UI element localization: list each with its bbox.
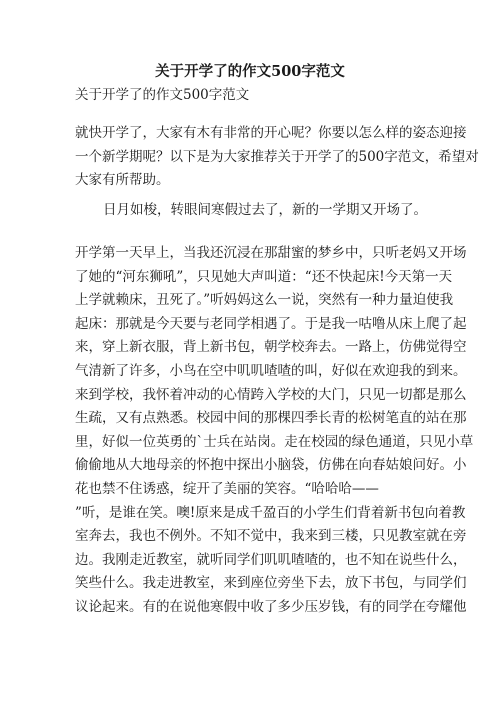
paragraph-line: 生疏，又有点熟悉。校园中间的那棵四季长青的松树笔直的站在那 <box>75 410 467 427</box>
paragraph-line: 来，穿上新衣服，背上新书包，朝学校奔去。一路上，仿佛觉得空 <box>75 339 467 356</box>
paragraph-line: 笑些什么。我走进教室，来到座位旁坐下去，放下书包，与同学们 <box>75 575 467 592</box>
paragraph-line: 偷偷地从大地母亲的怀抱中探出小脑袋，仿佛在向春姑娘问好。小 <box>75 457 467 474</box>
paragraph-line: 起床：那就是今天要与老同学相遇了。于是我一咕噜从床上爬了起 <box>75 315 467 332</box>
paragraph-line: 边。我刚走近教室，就听同学们叽叽喳喳的，也不知在说些什么， <box>75 551 467 568</box>
paragraph-line: 日月如梭，转眼间寒假过去了，新的一学期又开场了。 <box>103 202 427 218</box>
paragraph-line: 花也禁不住诱惑，绽开了美丽的笑容。“哈哈哈—— <box>75 480 379 497</box>
paragraph-line: 了她的“河东狮吼”，只见她大声叫道：“还不快起床!今天第一天 <box>75 268 453 285</box>
document-title: 关于开学了的作文500字范文 <box>155 63 345 80</box>
paragraph-line: 就快开学了，大家有木有非常的开心呢？你要以怎么样的姿态迎接 <box>75 125 467 141</box>
paragraph-opening <box>103 199 425 223</box>
document-subtitle: 关于开学了的作文500字范文 <box>75 87 250 103</box>
paragraph-line: 室奔去，我也不例外。不知不觉中，我来到三楼，只见教室就在旁 <box>75 528 467 545</box>
paragraph-intro <box>75 122 479 193</box>
paragraph-line: ”听，是谁在笑。噢!原来是成千盈百的小学生们背着新书包向着教 <box>75 504 466 521</box>
paragraph-line: 议论起来。有的在说他寒假中收了多少压岁钱，有的同学在夸耀他 <box>75 598 467 615</box>
paragraph-line: 来到学校，我怀着冲动的心情跨入学校的大门，只见一切都是那么 <box>75 386 467 403</box>
paragraph-line: 一个新学期呢？以下是为大家推荐关于开学了的500字范文，希望对 <box>75 148 479 165</box>
paragraph-line: 上学就赖床，丑死了。”听妈妈这么一说，突然有一种力量迫使我 <box>75 292 454 309</box>
paragraph-line: 大家有所帮助。 <box>75 172 170 189</box>
paragraph-line: 里，好似一位英勇的`士兵在站岗。走在校园的绿色通道，只见小草 <box>75 433 474 450</box>
paragraph-line: 开学第一天早上，当我还沉浸在那甜蜜的梦乡中，只听老妈又开场 <box>75 245 467 261</box>
paragraph-body <box>75 242 474 620</box>
paragraph-line: 气清新了许多，小鸟在空中叽叽喳喳的叫，好似在欢迎我的到来。 <box>75 362 467 379</box>
